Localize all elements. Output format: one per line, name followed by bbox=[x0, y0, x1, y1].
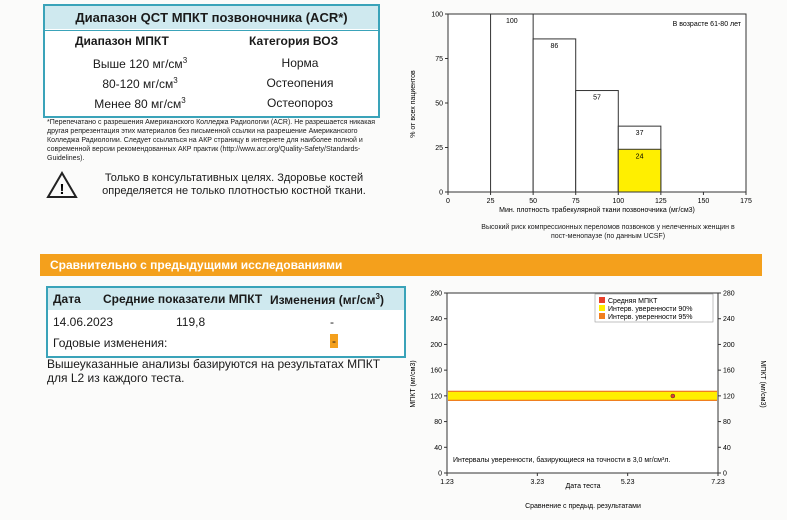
warning-triangle-icon bbox=[46, 171, 78, 204]
warning-text: Только в консультативных целях. Здоровье костей определяется не только плотностью костной ткани. bbox=[102, 172, 366, 197]
trend-band-90 bbox=[448, 392, 717, 400]
hist-bar-label: 24 bbox=[635, 153, 644, 161]
hist-bar bbox=[491, 14, 534, 192]
hist-bar bbox=[576, 91, 619, 192]
hist-x-tick-label: 150 bbox=[697, 198, 710, 205]
hist-bar bbox=[533, 39, 576, 192]
hist-y-tick-label: 0 bbox=[439, 189, 443, 197]
hist-y-tick-label: 100 bbox=[431, 11, 443, 19]
trend-legend-label: Интерв. уверенности 90% bbox=[608, 306, 693, 313]
hist-y-tick-label: 75 bbox=[435, 56, 443, 63]
trend-y-tick-label-left: 0 bbox=[438, 470, 442, 478]
histogram-age-label: В возрасте 61-80 лет bbox=[672, 21, 741, 28]
trend-y-tick-label-right: 160 bbox=[723, 367, 735, 375]
trend-y-tick-label-left: 200 bbox=[430, 341, 442, 349]
trend-y-tick-label-right: 80 bbox=[723, 419, 731, 427]
footnote: *Перепечатано с разрешения Американского Колледжа Радиологии (ACR). Не разрешается никакая другая репрезентация этих материалов без письменной ссылки на разрешение Американского Колледжа Радиологии. Следует ссылаться на АКР страницу в интернете для наиболее полной и современной версии рекомендованных АКР практик (http://www.acr.org/Quality-Safety/Standards-Guidelines). bbox=[47, 119, 376, 162]
trend-y-tick-label-right: 240 bbox=[723, 316, 735, 324]
range-row-value: Выше 120 $мг/см^3$ bbox=[92, 56, 188, 71]
trend-y-tick-label-right: 280 bbox=[723, 290, 735, 298]
compare-value: 119,8 bbox=[176, 315, 206, 329]
range-row-category: Норма bbox=[281, 56, 319, 70]
histogram-x-label: Мин. плотность трабекулярной ткани позвоночника (мг/см3) bbox=[499, 207, 695, 214]
trend-legend-label: Средняя МПКТ bbox=[608, 298, 658, 305]
trend-x-tick-label: 1.23 bbox=[440, 479, 454, 486]
compare-header-mean: Средние показатели МПКТ bbox=[103, 292, 263, 306]
trend-caption: Сравнение с предыд. результатами bbox=[525, 503, 641, 510]
hist-x-tick-label: 50 bbox=[529, 198, 538, 205]
hist-x-tick-label: 125 bbox=[655, 198, 667, 205]
trend-y-tick-label-right: 200 bbox=[723, 341, 735, 349]
trend-y-tick-label-left: 160 bbox=[430, 367, 442, 375]
hist-x-tick-label: 75 bbox=[571, 198, 580, 205]
range-table bbox=[43, 4, 380, 118]
compare-change: - bbox=[330, 315, 334, 329]
analysis-note: Вышеуказанные анализы базируются на результатах МПКТ для L2 из каждого теста. bbox=[47, 357, 381, 385]
compare-date: 14.06.2023 bbox=[53, 315, 114, 329]
hist-bar-label: 37 bbox=[635, 130, 644, 138]
trend-y-label-right: МПКТ (мг/см3) bbox=[759, 360, 766, 408]
histogram-chart bbox=[405, 0, 775, 250]
range-row-value: Менее 80 $мг/см^3$ bbox=[94, 96, 186, 111]
trend-y-tick-label-left: 80 bbox=[434, 419, 442, 427]
trend-legend-label: Интерв. уверенности 95% bbox=[608, 314, 693, 321]
range-row-category: Остеопения bbox=[266, 76, 334, 90]
range-row-value: 80-120 $мг/см^3$ bbox=[102, 76, 178, 91]
trend-x-tick-label: 3.23 bbox=[530, 479, 545, 486]
trend-y-tick-label-right: 40 bbox=[723, 444, 731, 452]
hist-y-tick-label: 25 bbox=[435, 145, 443, 152]
hist-x-tick-label: 0 bbox=[446, 198, 450, 205]
trend-y-tick-label-right: 0 bbox=[723, 470, 727, 478]
annual-value: - bbox=[332, 334, 336, 348]
annual-label: Годовые изменения: bbox=[53, 336, 168, 350]
trend-y-tick-label-left: 120 bbox=[430, 393, 442, 401]
trend-note: Интервалы уверенности, базирующиеся на точности в 3,0 мг/см³л. bbox=[453, 457, 671, 464]
compare-table-header bbox=[48, 288, 404, 310]
compare-header-change: Изменения $(мг/см^3)$ bbox=[270, 292, 384, 307]
trend-x-tick-label: 5.23 bbox=[620, 479, 635, 486]
svg-text:!: ! bbox=[59, 181, 65, 198]
trend-legend-swatch bbox=[599, 305, 605, 311]
histogram-y-label: % от всех пациентов bbox=[410, 70, 417, 138]
range-row-category: Остеопороз bbox=[267, 96, 333, 110]
hist-bar-label: 86 bbox=[550, 42, 559, 50]
hist-x-tick-label: 175 bbox=[740, 198, 752, 205]
trend-legend-swatch bbox=[599, 297, 605, 303]
hist-y-tick-label: 50 bbox=[435, 100, 443, 108]
trend-y-tick-label-right: 120 bbox=[723, 393, 735, 401]
trend-point bbox=[671, 394, 675, 398]
trend-chart bbox=[410, 280, 780, 520]
range-table-header-category: Категория ВОЗ bbox=[249, 34, 339, 48]
compare-table bbox=[46, 286, 406, 358]
range-table-title: Диапазон QCT МПКТ позвоночника (ACR*) bbox=[45, 6, 378, 29]
compare-header-date: Дата bbox=[53, 292, 81, 306]
trend-y-tick-label-left: 280 bbox=[430, 290, 442, 298]
trend-y-label-left: МПКТ (мг/см3) bbox=[410, 360, 417, 408]
hist-x-tick-label: 100 bbox=[612, 198, 625, 205]
hist-x-tick-label: 25 bbox=[486, 198, 495, 205]
trend-y-tick-label-left: 40 bbox=[434, 444, 442, 452]
hist-bar-label: 57 bbox=[593, 94, 601, 102]
trend-x-label: Дата теста bbox=[565, 483, 601, 490]
section-title: Сравнительно с предыдущими исследованиями bbox=[50, 258, 343, 272]
trend-x-tick-label: 7.23 bbox=[711, 479, 725, 486]
section-band bbox=[40, 254, 762, 276]
histogram-caption: Высокий риск компрессионных переломов позвонков у нелеченных женщин в пост-менопаузе (по данным UCSF) bbox=[481, 224, 735, 240]
trend-legend-swatch bbox=[599, 313, 605, 319]
trend-y-tick-label-left: 240 bbox=[430, 316, 442, 324]
hist-bar-label: 100 bbox=[506, 18, 518, 25]
range-table-header-range: Диапазон МПКТ bbox=[75, 34, 169, 48]
